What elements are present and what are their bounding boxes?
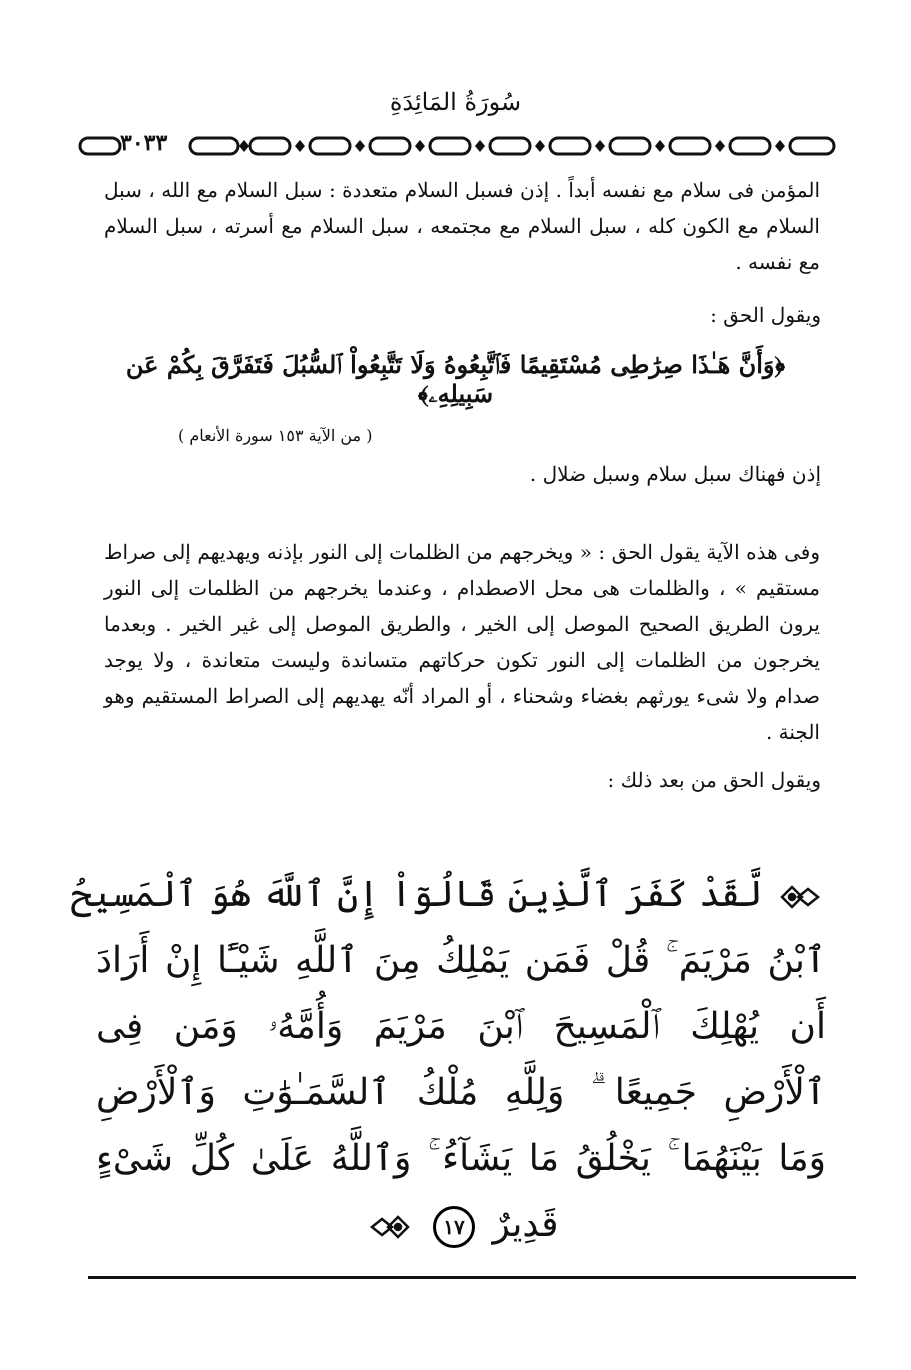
verse-line-text: لَّقَدْ كَفَرَ ٱلَّذِينَ قَالُوٓاْ إِنَّ ٱللَّهَ هُوَ ٱلْمَسِيحُ	[70, 874, 763, 915]
verse-open-ornament-icon	[778, 881, 822, 913]
verse-line	[70, 862, 826, 928]
verse-close-ornament-icon	[368, 1211, 412, 1243]
surah-title: سُورَةُ المَائِدَةِ	[389, 88, 522, 116]
verse-line-text: وَمَا بَيْنَهُمَا ۚ يَخْلُقُ مَا يَشَآءُ ۚ وَٱللَّهُ عَلَىٰ كُلِّ شَىْءٍ	[96, 1138, 826, 1179]
quran-verse-anam-153: ﴿وَأَنَّ هَـٰذَا صِرَٰطِى مُسْتَقِيمًا فَٱتَّبِعُوهُ وَلَا تَتَّبِعُواْ ٱلسُّبُلَ فَتَفَرَّقَ بِكُمْ عَن سَبِيلِهِۦ﴾	[125, 350, 786, 408]
verse-intro-1: ويقول الحق :	[710, 303, 821, 327]
verse-line	[96, 928, 826, 994]
header-ornament-band	[78, 133, 838, 159]
page-number: ٣٠٣٣	[120, 130, 168, 156]
paragraph-peace-and-misguidance: إذن فهناك سبل سلام وسبل ضلال .	[529, 462, 821, 486]
verse-line	[96, 1192, 826, 1258]
verse-line	[96, 994, 826, 1060]
footer-rule	[88, 1276, 856, 1279]
paragraph-peace-paths: المؤمن فى سلام مع نفسه أبداً . إذن فسبل السلام متعددة : سبل السلام مع الله ، سبل السلام مع الكون كله ، سبل السلام مع مجتمعه ، سبل السلام مع أسرته ، سبل السلام مع نفسه .	[104, 178, 820, 274]
paragraph-darkness-to-light: وفى هذه الآية يقول الحق : « ويخرجهم من الظلمات إلى النور بإذنه ويهديهم إلى صراط مستقيم » ، والظلمات هى محل الاصطدام ، وعندما يخرجهم من الظلمات إلى النور يرون الطريق الصحيح الموصل إلى الخير ، والطريق الموصل إلى غير الخير . وبعدما يخرجون من الظلمات إلى النور تكون حركاتهم متساندة وليست متعاندة ، ولا يوجد صدام ولا شىء يورثهم بغضاء وشحناء ، أو المراد أنّه يهديهم إلى الصراط المستقيم وهو الجنة .	[104, 540, 821, 744]
verse-line	[96, 1126, 826, 1192]
quran-verse-maidah-17	[70, 862, 826, 1258]
verse-intro-2: ويقول الحق من بعد ذلك :	[607, 768, 821, 792]
verse-number-badge: ١٧	[433, 1206, 475, 1248]
verse-line-text: أَن يُهْلِكَ ٱلْمَسِيحَ ٱبْنَ مَرْيَمَ وَأُمَّهُۥ وَمَن فِى	[96, 1006, 826, 1047]
verse-line-text: ٱبْنُ مَرْيَمَ ۚ قُلْ فَمَن يَمْلِكُ مِنَ ٱللَّهِ شَيْـًٔا إِنْ أَرَادَ	[96, 940, 826, 981]
verse-line-text: ٱلْأَرْضِ جَمِيعًا ۗ وَلِلَّهِ مُلْكُ ٱلسَّمَـٰوَٰتِ وَٱلْأَرْضِ	[96, 1072, 826, 1113]
verse-citation: ( من الآية ١٥٣ سورة الأنعام )	[178, 426, 373, 445]
verse-line-text: قَدِيرٌ	[492, 1204, 559, 1245]
verse-line	[96, 1060, 826, 1126]
